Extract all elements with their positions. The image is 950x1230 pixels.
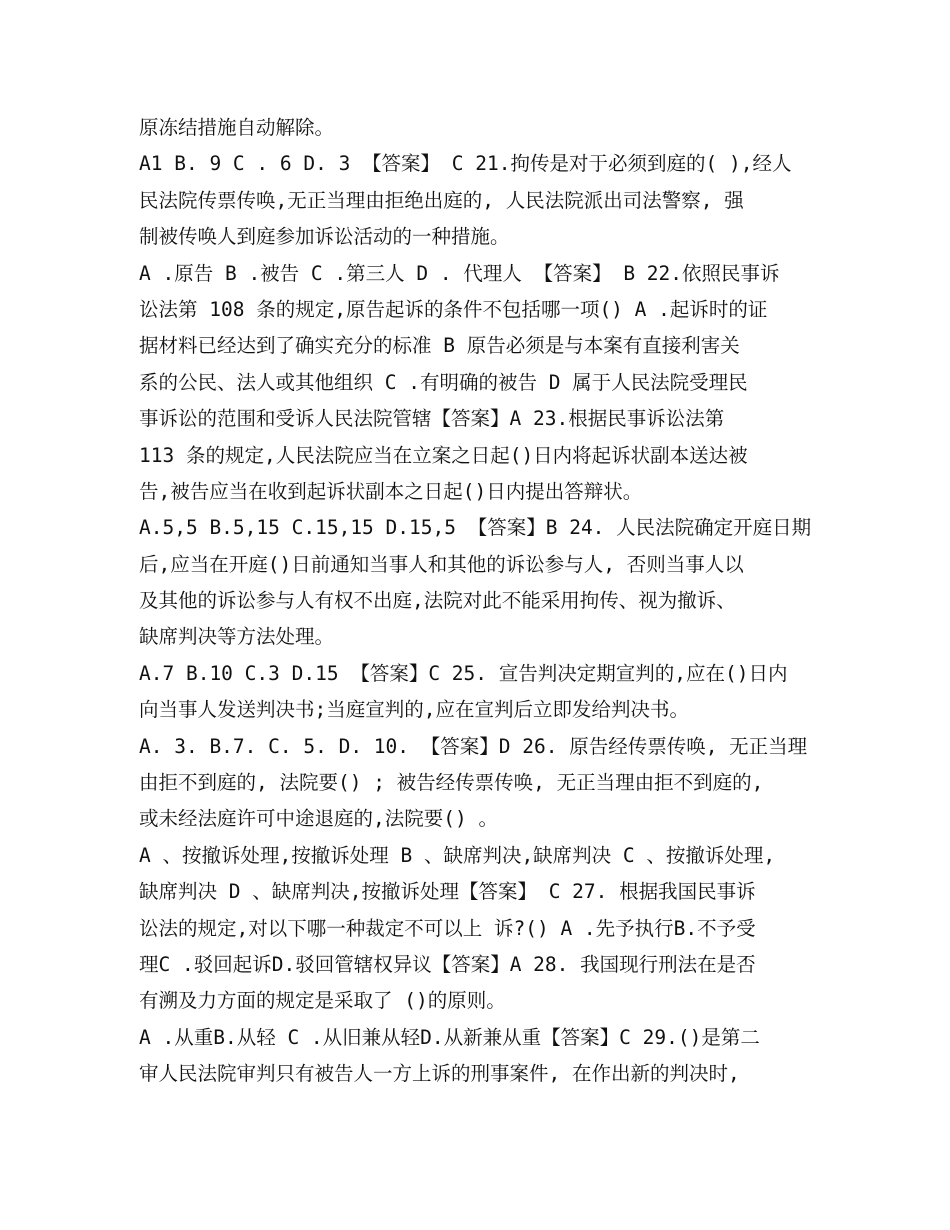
text-line: 理C .驳回起诉D.驳回管辖权异议【答案】A 28. 我国现行刑法在是否 [139, 952, 756, 976]
text-line: 审人民法院审判只有被告人一方上诉的刑事案件, 在作出新的判决时, [139, 1062, 740, 1086]
text-line: A .从重B.从轻 C .从旧兼从轻D.从新兼从重【答案】C 29.()是第二 [139, 1025, 760, 1049]
text-line: 后,应当在开庭()日前通知当事人和其他的诉讼参与人, 否则当事人以 [139, 552, 744, 576]
text-line: 及其他的诉讼参与人有权不出庭,法院对此不能采用拘传、视为撤诉、 [139, 589, 736, 613]
text-line: A 、按撤诉处理,按撤诉处理 B 、缺席判决,缺席判决 C 、按撤诉处理, [139, 843, 776, 867]
text-line: 缺席判决等方法处理。 [139, 625, 335, 649]
text-line: A .原告 B .被告 C .第三人 D . 代理人 【答案】 B 22.依照民事诉 [139, 261, 780, 285]
document-body [139, 110, 819, 1093]
text-line: A.7 B.10 C.3 D.15 【答案】C 25. 宣告判决定期宣判的,应在()日内 [139, 661, 788, 685]
text-line: 或未经法庭许可中途退庭的,法院要() 。 [139, 807, 498, 831]
text-line: 原冻结措施自动解除。 [139, 116, 335, 139]
text-line: 事诉讼的范围和受诉人民法院管辖【答案】A 23.根据民事诉讼法第 [139, 407, 725, 431]
text-line: 告,被告应当在收到起诉状副本之日起()日内提出答辩状。 [139, 479, 643, 503]
text-line: 制被传唤人到庭参加诉讼活动的一种措施。 [139, 225, 510, 249]
text-line: 讼法第 108 条的规定,原告起诉的条件不包括哪一项() A .起诉时的证 [139, 297, 768, 321]
text-line: 113 条的规定,人民法院应当在立案之日起()日内将起诉状副本送达被 [139, 443, 748, 467]
text-line: 有溯及力方面的规定是采取了 ()的原则。 [139, 989, 506, 1013]
text-line: A. 3. B.7. C. 5. D. 10. 【答案】D 26. 原告经传票传唤, 无正当理 [139, 734, 808, 758]
text-line: 据材料已经达到了确实充分的标准 B 原告必须是与本案有直接利害关 [139, 334, 740, 358]
text-line: A.5,5 B.5,15 C.15,15 D.15,5 【答案】B 24. 人民法院确定开庭日期 [139, 516, 812, 540]
text-line: 系的公民、法人或其他组织 C .有明确的被告 D 属于人民法院受理民 [139, 370, 748, 394]
text-line: 缺席判决 D 、缺席判决,按撤诉处理【答案】 C 27. 根据我国民事诉 [139, 880, 756, 904]
text-line: 讼法的规定,对以下哪一种裁定不可以上 诉?() A .先予执行B.不予受 [139, 916, 756, 940]
text-line: 由拒不到庭的, 法院要() ; 被告经传票传唤, 无正当理由拒不到庭的, [139, 771, 764, 795]
text-line: A1 B. 9 C . 6 D. 3 【答案】 C 21.拘传是对于必须到庭的( ),经人 [139, 152, 792, 176]
text-line: 向当事人发送判决书;当庭宣判的,应在宣判后立即发给判决书。 [139, 698, 689, 722]
text-line: 民法院传票传唤,无正当理由拒绝出庭的, 人民法院派出司法警察, 强 [139, 188, 744, 212]
